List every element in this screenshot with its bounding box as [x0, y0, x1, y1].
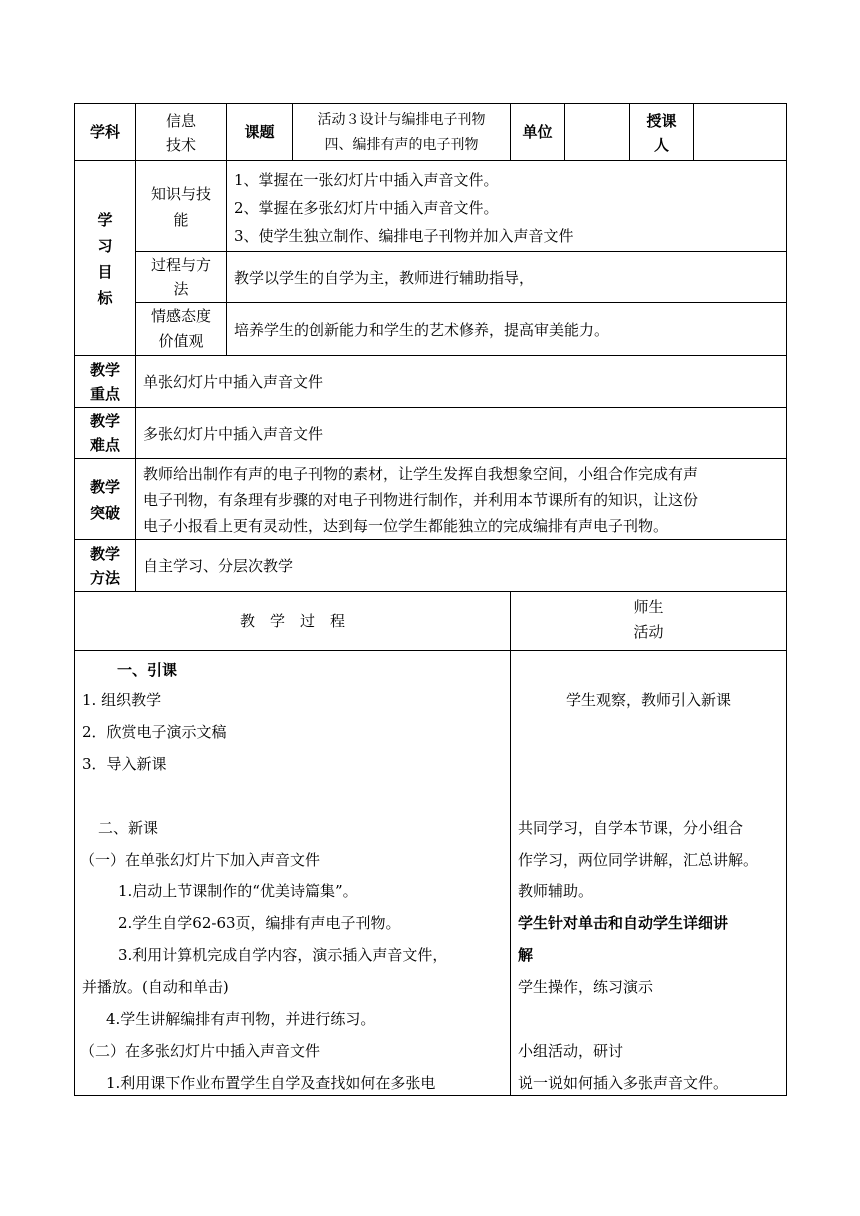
table-border — [74, 355, 787, 356]
activity-line: 作学习，两位同学讲解，汇总讲解。 — [518, 851, 759, 869]
process-line: 3．导入新课 — [82, 755, 167, 773]
table-border — [74, 407, 787, 408]
table-border — [74, 103, 787, 104]
objectives-label: 学 — [97, 211, 113, 229]
key-points-label: 教学 — [89, 361, 120, 379]
activity-line: 教师辅助。 — [518, 882, 594, 900]
activity-line: 说一说如何插入多张声音文件。 — [518, 1074, 729, 1092]
topic-label: 课题 — [244, 123, 275, 141]
process-header: 教 学 过 程 — [239, 612, 345, 630]
process-line: 一、引课 — [117, 661, 178, 679]
process-method-label: 法 — [173, 280, 189, 298]
subject-value: 技术 — [165, 136, 196, 154]
table-border — [135, 302, 787, 303]
table-border — [135, 251, 787, 252]
breakthrough-line: 教师给出制作有声的电子刊物的素材，让学生发挥自我想象空间，小组合作完成有声 — [143, 465, 699, 483]
process-line: 二、新课 — [98, 819, 159, 837]
breakthrough-label: 教学 — [89, 478, 120, 496]
breakthrough-line: 电子刊物，有条理有步骤的对电子刊物进行制作，并利用本节课所有的知识，让这份 — [143, 491, 699, 509]
process-method-label: 过程与方 — [150, 256, 211, 274]
topic-value: 四、编排有声的电子刊物 — [324, 137, 479, 153]
knowledge-label: 能 — [173, 211, 189, 229]
subject-value: 信息 — [165, 112, 196, 130]
activity-line: 共同学习，自学本节课，分小组合 — [518, 819, 744, 837]
table-border — [74, 458, 787, 459]
table-border — [74, 160, 787, 161]
breakthrough-line: 电子小报看上更有灵动性，达到每一位学生都能独立的完成编排有声电子刊物。 — [143, 517, 669, 535]
activity-line: 解 — [518, 946, 534, 964]
process-method-text: 教学以学生的自学为主，教师进行辅助指导， — [234, 269, 535, 287]
emotion-label: 价值观 — [158, 332, 204, 350]
table-border — [510, 591, 511, 1096]
process-line: 1. 组织教学 — [82, 691, 162, 709]
table-border — [74, 1095, 787, 1096]
activity-line: 学生操作，练习演示 — [518, 978, 654, 996]
teacher-label: 人 — [653, 136, 669, 154]
method-text: 自主学习、分层次教学 — [143, 557, 294, 575]
process-line: 1.启动上节课制作的“优美诗篇集”。 — [118, 882, 358, 900]
process-line: 2.学生自学62-63页，编排有声电子刊物。 — [118, 914, 401, 932]
topic-value: 活动３设计与编排电子刊物 — [317, 112, 486, 128]
table-border — [74, 591, 787, 592]
activity-header: 活动 — [633, 623, 664, 641]
table-border — [786, 103, 787, 1096]
unit-label: 单位 — [522, 123, 553, 141]
difficulties-label: 教学 — [89, 412, 120, 430]
table-border — [693, 103, 694, 160]
process-line: （一）在单张幻灯片下加入声音文件 — [80, 851, 321, 869]
emotion-label: 情感态度 — [150, 307, 211, 325]
activity-line: 小组活动，研讨 — [518, 1042, 624, 1060]
activity-line: 学生针对单击和自动学生详细讲 — [518, 914, 729, 932]
subject-label: 学科 — [89, 123, 120, 141]
method-label: 教学 — [89, 545, 120, 563]
knowledge-item: 1、掌握在一张幻灯片中插入声音文件。 — [234, 171, 499, 189]
breakthrough-label: 突破 — [89, 504, 120, 522]
difficulties-label: 难点 — [89, 436, 120, 454]
knowledge-item: 2、掌握在多张幻灯片中插入声音文件。 — [234, 199, 499, 217]
process-line: 并播放。(自动和单击) — [82, 978, 229, 996]
activity-header: 师生 — [633, 598, 664, 616]
process-line: （二）在多张幻灯片中插入声音文件 — [80, 1042, 321, 1060]
objectives-label: 目 — [97, 263, 113, 281]
table-border — [564, 103, 565, 160]
objectives-label: 习 — [97, 237, 113, 255]
key-points-label: 重点 — [89, 385, 120, 403]
knowledge-item: 3、使学生独立制作、编排电子刊物并加入声音文件 — [234, 227, 574, 245]
activity-line: 学生观察，教师引入新课 — [565, 691, 731, 709]
table-border — [74, 539, 787, 540]
method-label: 方法 — [89, 569, 120, 587]
emotion-text: 培养学生的创新能力和学生的艺术修养，提高审美能力。 — [234, 321, 610, 339]
process-line: 4.学生讲解编排有声刊物，并进行练习。 — [106, 1010, 376, 1028]
process-line: 1.利用课下作业布置学生自学及查找如何在多张电 — [106, 1074, 436, 1092]
teacher-label: 授课 — [646, 112, 677, 130]
difficulties-text: 多张幻灯片中插入声音文件 — [143, 425, 324, 443]
process-line: 3.利用计算机完成自学内容，演示插入声音文件， — [118, 946, 448, 964]
process-line: 2．欣赏电子演示文稿 — [82, 723, 227, 741]
objectives-label: 标 — [97, 289, 113, 307]
key-points-text: 单张幻灯片中插入声音文件 — [143, 373, 324, 391]
knowledge-label: 知识与技 — [150, 185, 211, 203]
table-border — [74, 650, 787, 651]
